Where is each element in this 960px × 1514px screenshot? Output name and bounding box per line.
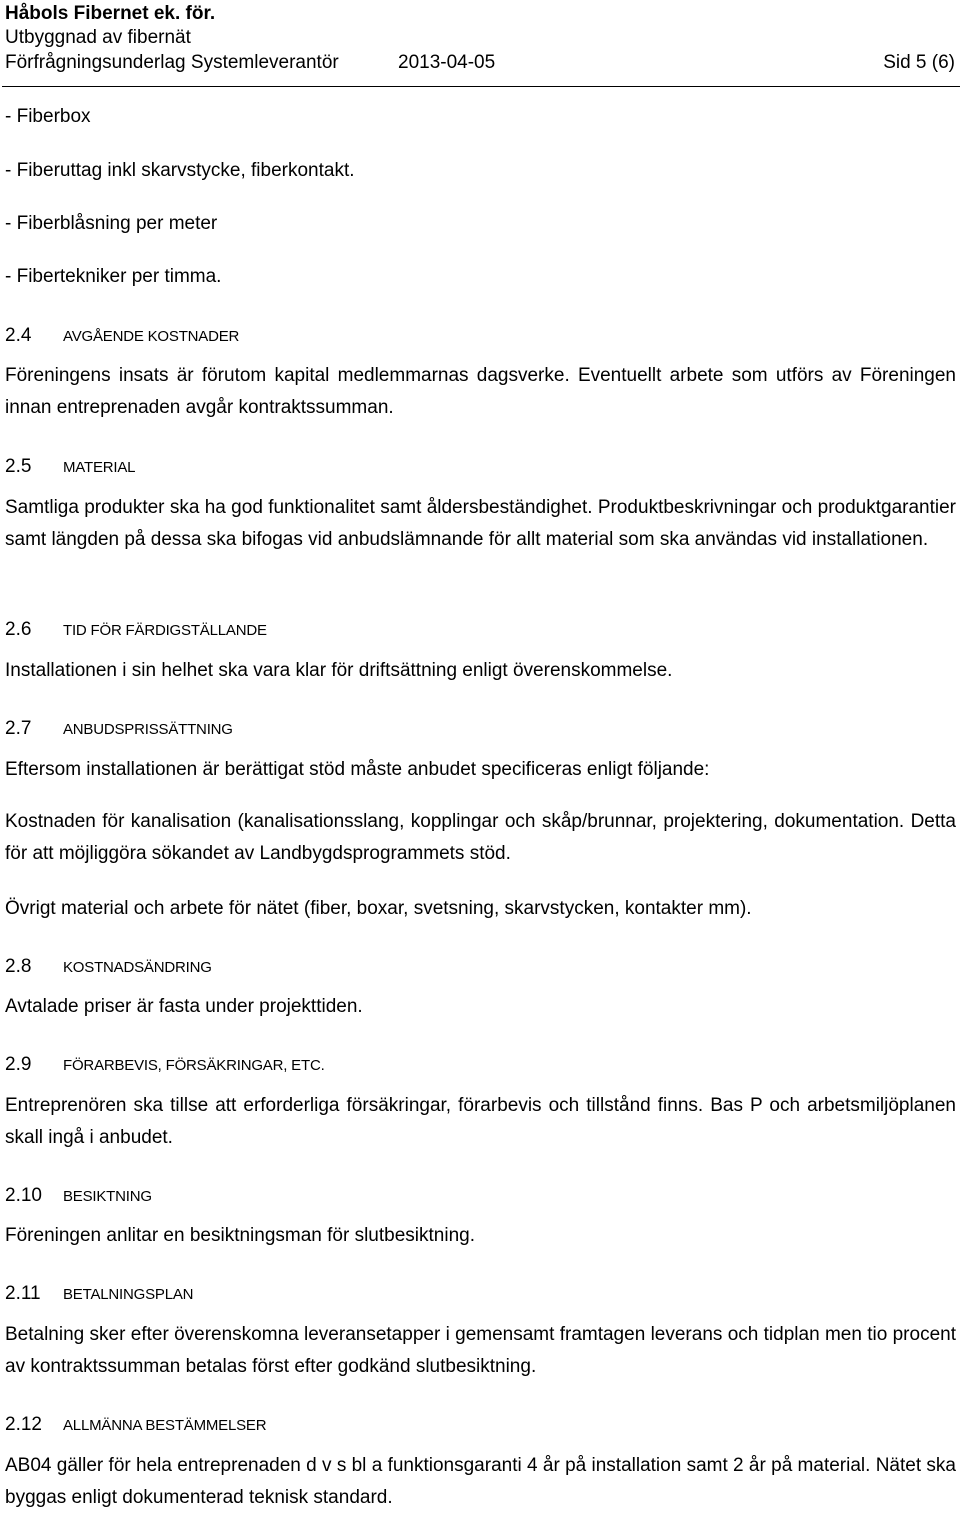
- section-body-2-8: Avtalade priser är fasta under projekttiden.: [5, 996, 363, 1017]
- section-title: FÖRARBEVIS, FÖRSÄKRINGAR, ETC.: [63, 1057, 325, 1074]
- section-body-2-10: Föreningen anlitar en besiktningsman för slutbesiktning.: [5, 1225, 475, 1246]
- section-body-2-11: Betalning sker efter överenskomna leveransetapper i gemensamt framtagen leverans och tidplan men tio procent av kontraktssumman betalas först efter godkänd slutbesiktning.: [5, 1324, 956, 1377]
- section-body-2-7-other: Övrigt material och arbete för nätet (fiber, boxar, svetsning, skarvstycken, kontakter mm).: [5, 898, 752, 919]
- section-title: BESIKTNING: [63, 1188, 152, 1205]
- section-title: KOSTNADSÄNDRING: [63, 959, 212, 976]
- section-body-2-7-costs: Kostnaden för kanalisation (kanalisationsslang, kopplingar och skåp/brunnar, projektering, dokumentation. Detta för att möjliggöra sökandet av Landbygdsprogrammets stöd.: [5, 811, 956, 864]
- section-body-2-6: Installationen i sin helhet ska vara klar för driftsättning enligt överenskommelse.: [5, 660, 673, 681]
- section-title: ANBUDSPRISSÄTTNING: [63, 721, 233, 738]
- project-name: Utbyggnad av fibernät: [5, 27, 191, 48]
- section-number: 2.9: [5, 1054, 32, 1075]
- list-item: - Fibertekniker per timma.: [5, 266, 222, 287]
- section-number: 2.4: [5, 325, 32, 346]
- document-title: Förfrågningsunderlag Systemleverantör: [5, 52, 339, 73]
- section-title: AVGÅENDE KOSTNADER: [63, 328, 240, 345]
- section-number: 2.10: [5, 1185, 42, 1206]
- section-number: 2.8: [5, 956, 32, 977]
- page-header: [5, 2, 957, 76]
- list-item: - Fiberbox: [5, 106, 91, 127]
- section-heading-2-12: [5, 1413, 266, 1438]
- section-body-2-12: AB04 gäller för hela entreprenaden d v s bl a funktionsgaranti 4 år på installation samt 2 år på material. Nätet ska byggas enligt dokumenterad teknisk standard.: [5, 1455, 956, 1508]
- section-number: 2.12: [5, 1414, 42, 1435]
- header-divider: [2, 86, 960, 87]
- section-number: 2.11: [5, 1283, 41, 1304]
- section-heading-2-7: [5, 717, 233, 742]
- document-date: 2013-04-05: [398, 52, 496, 73]
- section-body-2-9: Entreprenören ska tillse att erforderliga försäkringar, förarbevis och tillstånd finns. Bas P och arbetsmiljöplanen skall ingå i anbudet.: [5, 1095, 956, 1148]
- header-meta-row: [5, 49, 957, 76]
- section-title: BETALNINGSPLAN: [63, 1286, 194, 1303]
- section-heading-2-10: [5, 1184, 152, 1209]
- section-heading-2-5: [5, 455, 135, 480]
- section-heading-2-6: [5, 618, 267, 643]
- list-item: - Fiberblåsning per meter: [5, 213, 218, 234]
- section-body-2-7: Eftersom installationen är berättigat stöd måste anbudet specificeras enligt följande:: [5, 759, 710, 780]
- section-heading-2-4: [5, 324, 239, 349]
- section-heading-2-8: [5, 955, 212, 980]
- section-number: 2.5: [5, 456, 32, 477]
- list-item: - Fiberuttag inkl skarvstycke, fiberkontakt.: [5, 160, 355, 181]
- section-title: MATERIAL: [63, 459, 136, 476]
- section-heading-2-9: [5, 1053, 325, 1078]
- page-number: Sid 5 (6): [883, 52, 955, 73]
- section-body-2-4: Föreningens insats är förutom kapital medlemmarnas dagsverke. Eventuellt arbete som utförs av Föreningen innan entreprenaden avgår kontraktssumman.: [5, 365, 956, 418]
- organization-name: Håbols Fibernet ek. för.: [5, 3, 216, 24]
- section-title: ALLMÄNNA BESTÄMMELSER: [63, 1417, 267, 1434]
- section-heading-2-11: [5, 1282, 193, 1307]
- section-title: TID FÖR FÄRDIGSTÄLLANDE: [63, 622, 267, 639]
- section-number: 2.6: [5, 619, 32, 640]
- section-body-2-5: Samtliga produkter ska ha god funktionalitet samt åldersbeständighet. Produktbeskrivningar och produktgarantier samt längden på dessa ska bifogas vid anbudslämnande för allt material som ska användas vid installationen.: [5, 497, 956, 550]
- section-number: 2.7: [5, 718, 32, 739]
